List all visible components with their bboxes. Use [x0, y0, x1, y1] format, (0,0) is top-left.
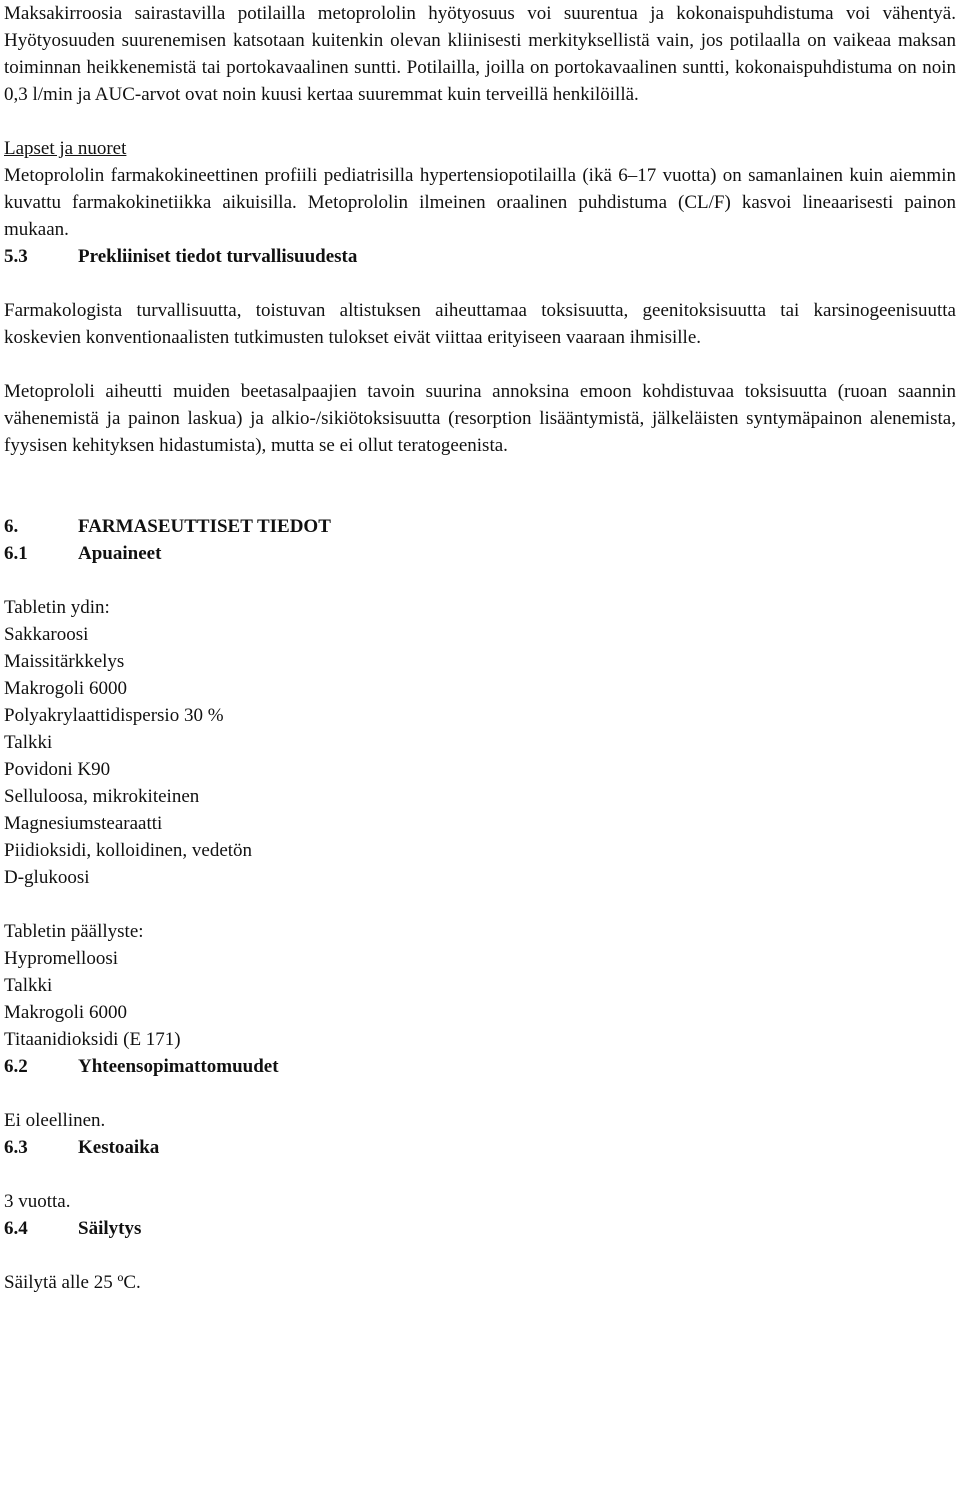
section-title: Yhteensopimattomuudet: [78, 1056, 279, 1077]
children-paragraph: Metoprololin farmakokineettinen profiili pediatrisilla hypertensiopotilailla (ikä 6–17 vuotta) on samanlainen kuin aiemmin kuvattu farmakokinetiikka aikuisilla. Metoprololin ilmeinen oraalinen puhdistuma (CL/F) kasvoi lineaarisesti painon mukaan.: [4, 165, 956, 240]
incompatibilities-text: Ei oleellinen.: [4, 1110, 106, 1131]
tablet-core-list: [4, 621, 956, 891]
section-number: 6.: [4, 516, 19, 537]
list-item: Polyakrylaattidispersio 30 %: [4, 705, 224, 726]
list-item: Piidioksidi, kolloidinen, vedetön: [4, 840, 253, 861]
list-item: Povidoni K90: [4, 759, 111, 780]
list-item: Maissitärkkelys: [4, 651, 125, 672]
section-6-1-heading: [4, 540, 956, 567]
shelf-life-text: 3 vuotta.: [4, 1191, 71, 1212]
section-number: 6.1: [4, 543, 28, 564]
list-item: Titaanidioksidi (E 171): [4, 1029, 181, 1050]
document-page: [4, 0, 956, 1296]
list-item: Magnesiumstearaatti: [4, 813, 163, 834]
section-6-2-heading: [4, 1053, 956, 1080]
tablet-coating-label: Tabletin päällyste:: [4, 921, 144, 942]
section-title: FARMASEUTTISET TIEDOT: [78, 516, 331, 537]
list-item: Sakkaroosi: [4, 624, 89, 645]
tablet-coating-list: [4, 945, 956, 1053]
section-5-3-heading: [4, 243, 956, 270]
section-title: Säilytys: [78, 1218, 142, 1239]
section-6-3-heading: [4, 1134, 956, 1161]
list-item: D-glukoosi: [4, 867, 90, 888]
section-6-4-heading: [4, 1215, 956, 1242]
section-6-heading: [4, 513, 956, 540]
list-item: Selluloosa, mikrokiteinen: [4, 786, 200, 807]
section-title: Kestoaika: [78, 1137, 160, 1158]
section-number: 6.4: [4, 1218, 28, 1239]
list-item: Hypromelloosi: [4, 948, 118, 969]
hepatic-impairment-paragraph: Maksakirroosia sairastavilla potilailla metoprololin hyötyosuus voi suurentua ja kokonaispuhdistuma voi vähentyä. Hyötyosuuden suurenemisen katsotaan kuitenkin olevan kliinisesti merkityksellistä vain, jos potilaalla on vaikeaa maksan toiminnan heikkenemistä tai portokavaalinen suntti. Potilailla, joilla on portokavaalinen suntti, kokonaispuhdistuma on noin 0,3 l/min ja AUC-arvot ovat noin kuusi kertaa suuremmat kuin terveillä henkilöillä.: [4, 3, 956, 105]
storage-text: Säilytä alle 25 ºC.: [4, 1272, 141, 1293]
list-item: Talkki: [4, 732, 53, 753]
list-item: Talkki: [4, 975, 53, 996]
children-section: [4, 135, 956, 243]
section-number: 5.3: [4, 246, 28, 267]
section-number: 6.2: [4, 1056, 28, 1077]
list-item: Makrogoli 6000: [4, 678, 127, 699]
children-subtitle: Lapset ja nuoret: [4, 138, 127, 159]
section-title: Apuaineet: [78, 543, 162, 564]
tablet-core-block: [4, 594, 956, 891]
list-item: Makrogoli 6000: [4, 1002, 127, 1023]
section-number: 6.3: [4, 1137, 28, 1158]
tablet-coating-block: [4, 918, 956, 1053]
tablet-core-label: Tabletin ydin:: [4, 597, 110, 618]
section-title: Prekliiniset tiedot turvallisuudesta: [78, 246, 358, 267]
preclinical-paragraph-2: Metoprololi aiheutti muiden beetasalpaajien tavoin suurina annoksina emoon kohdistuvaa toksisuutta (ruoan saannin vähenemistä ja painon laskua) ja alkio-/sikiötoksisuutta (resorption lisääntymistä, jälkeläisten syntymäpainon alenemista, fyysisen kehityksen hidastumista), mutta se ei ollut teratogeenista.: [4, 381, 956, 456]
preclinical-paragraph-1: Farmakologista turvallisuutta, toistuvan altistuksen aiheuttamaa toksisuutta, geenitoksisuutta tai karsinogeenisuutta koskevien konventionaalisten tutkimusten tulokset eivät viittaa erityiseen vaaraan ihmisille.: [4, 300, 956, 348]
